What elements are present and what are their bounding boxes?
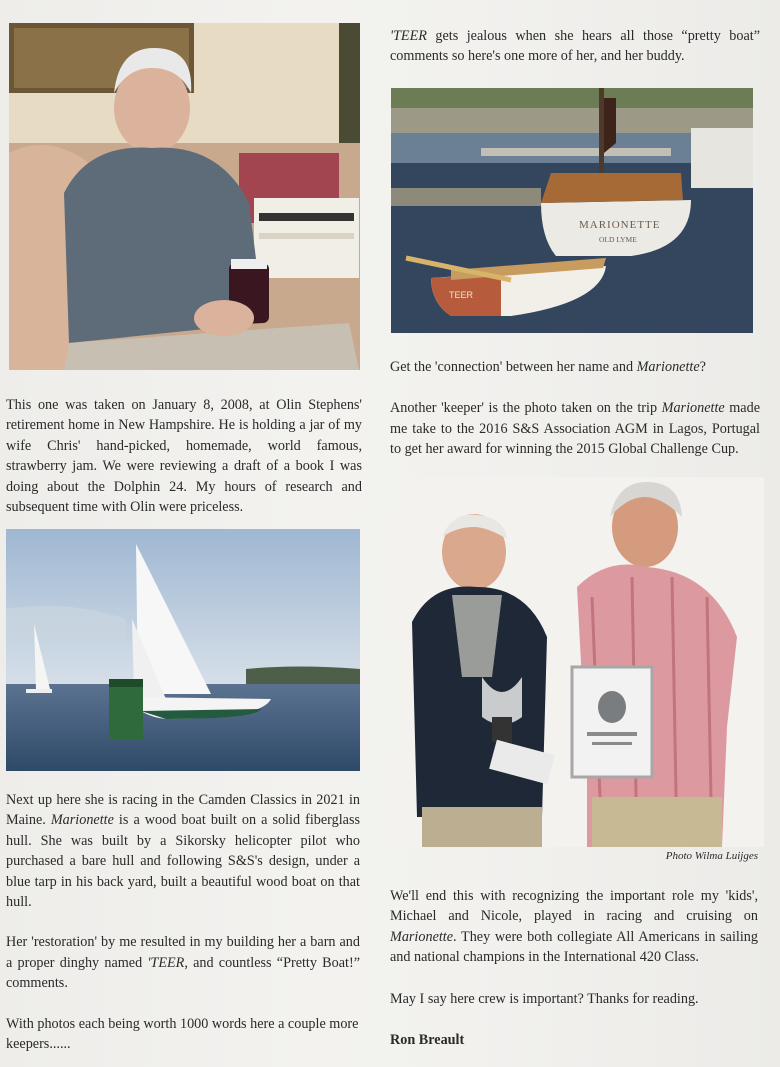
boat-name-text: MARIONETTE (579, 219, 661, 231)
paragraph-camden-classics: Next up here she is racing in the Camden Classics in 2021 in Maine. Marionette is a wood boat built on a solid fiberglass hull. She was built by a Sikorsky helicopter pilot who purchased a bare hull and following S&S's design, under a blue tarp in his back yard, built a beautiful wood boat on that hull. (6, 792, 361, 911)
paragraph-connection: Get the 'connection' between her name and Marionette? (390, 359, 706, 375)
photo-olin-stephens (9, 23, 360, 370)
photo-credit: Photo Wilma Luijges (665, 850, 758, 862)
paragraph-teer-jealous: 'TEER gets jealous when she hears all those “pretty boat” comments so here's one more of her, and her buddy. (390, 28, 760, 65)
photo-marionette-racing (6, 529, 360, 771)
paragraph-closing: May I say here crew is important? Thanks for reading. (390, 990, 699, 1007)
paragraph-kids: We'll end this with recognizing the important role my 'kids', Michael and Nicole, played in racing and cruising on Marionette. They were both collegiate All Americans in sailing and national champions in the International 420 Class. (390, 888, 758, 966)
author-signature: Ron Breault (390, 1032, 465, 1049)
paragraph-restoration: Her 'restoration' by me resulted in my building her a barn and a proper dinghy named 'TEER, and countless “Pretty Boat!” comments. (6, 934, 360, 992)
photo-marionette-teer (391, 88, 753, 333)
boat-port-text: OLD LYME (599, 235, 637, 244)
dinghy-name-text: TEER (449, 290, 474, 300)
paragraph-keepers: With photos each being worth 1000 words here a couple more keepers...... (6, 1015, 359, 1053)
caption-olin-stephens: This one was taken on January 8, 2008, at Olin Stephens' retirement home in New Hampshire. He is holding a jar of my wife Chris' hand-picked, homemade, world famous, strawberry jam. We were reviewing a draft of a book I was doing about the Dolphin 24. My hours of research and subsequent time with Olin were priceless. (6, 397, 362, 516)
paragraph-another-keeper: Another 'keeper' is the photo taken on the trip Marionette made me take to the 2016 S&S Association AGM in Lagos, Portugal to get her award for winning the 2015 Global Challenge Cup. (390, 400, 760, 458)
photo-award-presentation (392, 477, 764, 847)
